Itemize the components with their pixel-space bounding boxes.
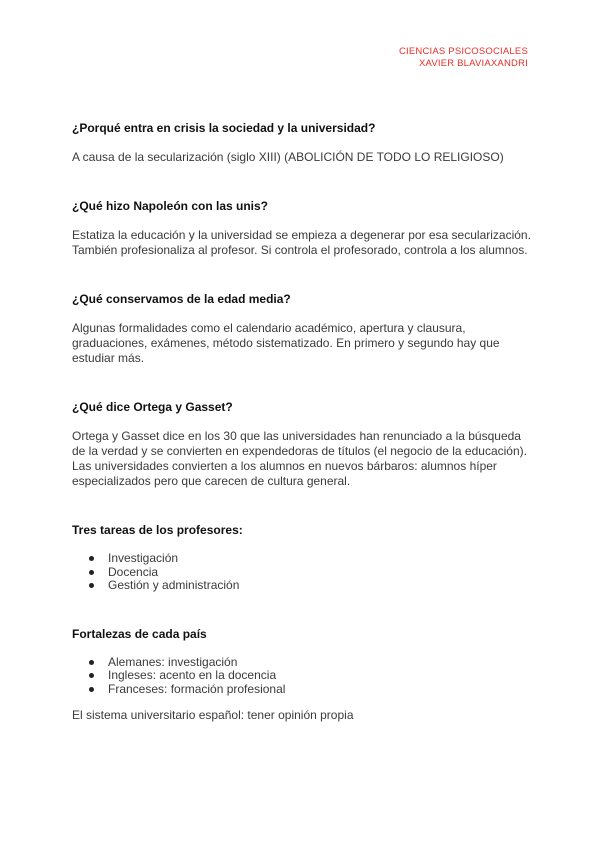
bullet-icon (89, 687, 94, 692)
section-answer: Estatiza la educación y la universidad se empieza a degenerar por esa secularización. También profesionaliza al profesor. Si controla el profesorado, controla a los alumnos. (72, 228, 531, 257)
bullet-icon (89, 556, 94, 561)
section-question: ¿Porqué entra en crisis la sociedad y la universidad? (72, 121, 376, 135)
document-body (72, 120, 532, 723)
list-item-text: Alemanes: investigación (108, 654, 238, 669)
bullet-icon (89, 673, 94, 678)
bullet-icon (89, 660, 94, 665)
list-item (72, 566, 532, 580)
section-fortalezas-pais (72, 626, 532, 724)
section-napoleon (72, 198, 532, 258)
section-edad-media (72, 291, 532, 366)
list-item (72, 656, 532, 670)
section-ortega-gasset (72, 399, 532, 489)
section-answer: Ortega y Gasset dice en los 30 que las universidades han renunciado a la búsqueda de la verdad y se convierten en expendedoras de títulos (el negocio de la educación). Las universidades convierten a los alumnos en nuevos bárbaros: alumnos híper especializados pero que carecen de cultura general. (72, 429, 527, 488)
list-item-text: Docencia (108, 564, 159, 579)
section-question: ¿Qué conservamos de la edad media? (72, 292, 291, 306)
list-item (72, 552, 532, 566)
bullet-icon (89, 570, 94, 575)
section-answer: Algunas formalidades como el calendario académico, apertura y clausura, graduaciones, exámenes, método sistematizado. En primero y segundo hay que estudiar más. (72, 321, 500, 365)
list-item-text: Franceses: formación profesional (108, 681, 286, 696)
header-course: CIENCIAS PSICOSOCIALES (399, 46, 528, 57)
bullet-list (72, 656, 532, 697)
section-answer: A causa de la secularización (siglo XIII) (ABOLICIÓN DE TODO LO RELIGIOSO) (72, 150, 504, 164)
list-item (72, 669, 532, 683)
section-question: Tres tareas de los profesores: (72, 523, 243, 537)
header-author: XAVIER BLAVIAXANDRI (418, 58, 528, 69)
list-item (72, 579, 532, 593)
list-item-text: Ingleses: acento en la docencia (108, 668, 277, 682)
document-header (399, 46, 528, 70)
bullet-icon (89, 583, 94, 588)
section-question: ¿Qué dice Ortega y Gasset? (72, 400, 233, 414)
closing-statement: El sistema universitario español: tener opinión propia (72, 708, 354, 722)
section-tareas-profesores (72, 522, 532, 593)
section-question: ¿Qué hizo Napoleón con las unis? (72, 199, 269, 213)
section-crisis (72, 120, 532, 165)
list-item (72, 683, 532, 697)
section-question: Fortalezas de cada país (72, 626, 207, 641)
bullet-list (72, 552, 532, 593)
list-item-text: Investigación (108, 551, 179, 565)
list-item-text: Gestión y administración (108, 578, 240, 592)
